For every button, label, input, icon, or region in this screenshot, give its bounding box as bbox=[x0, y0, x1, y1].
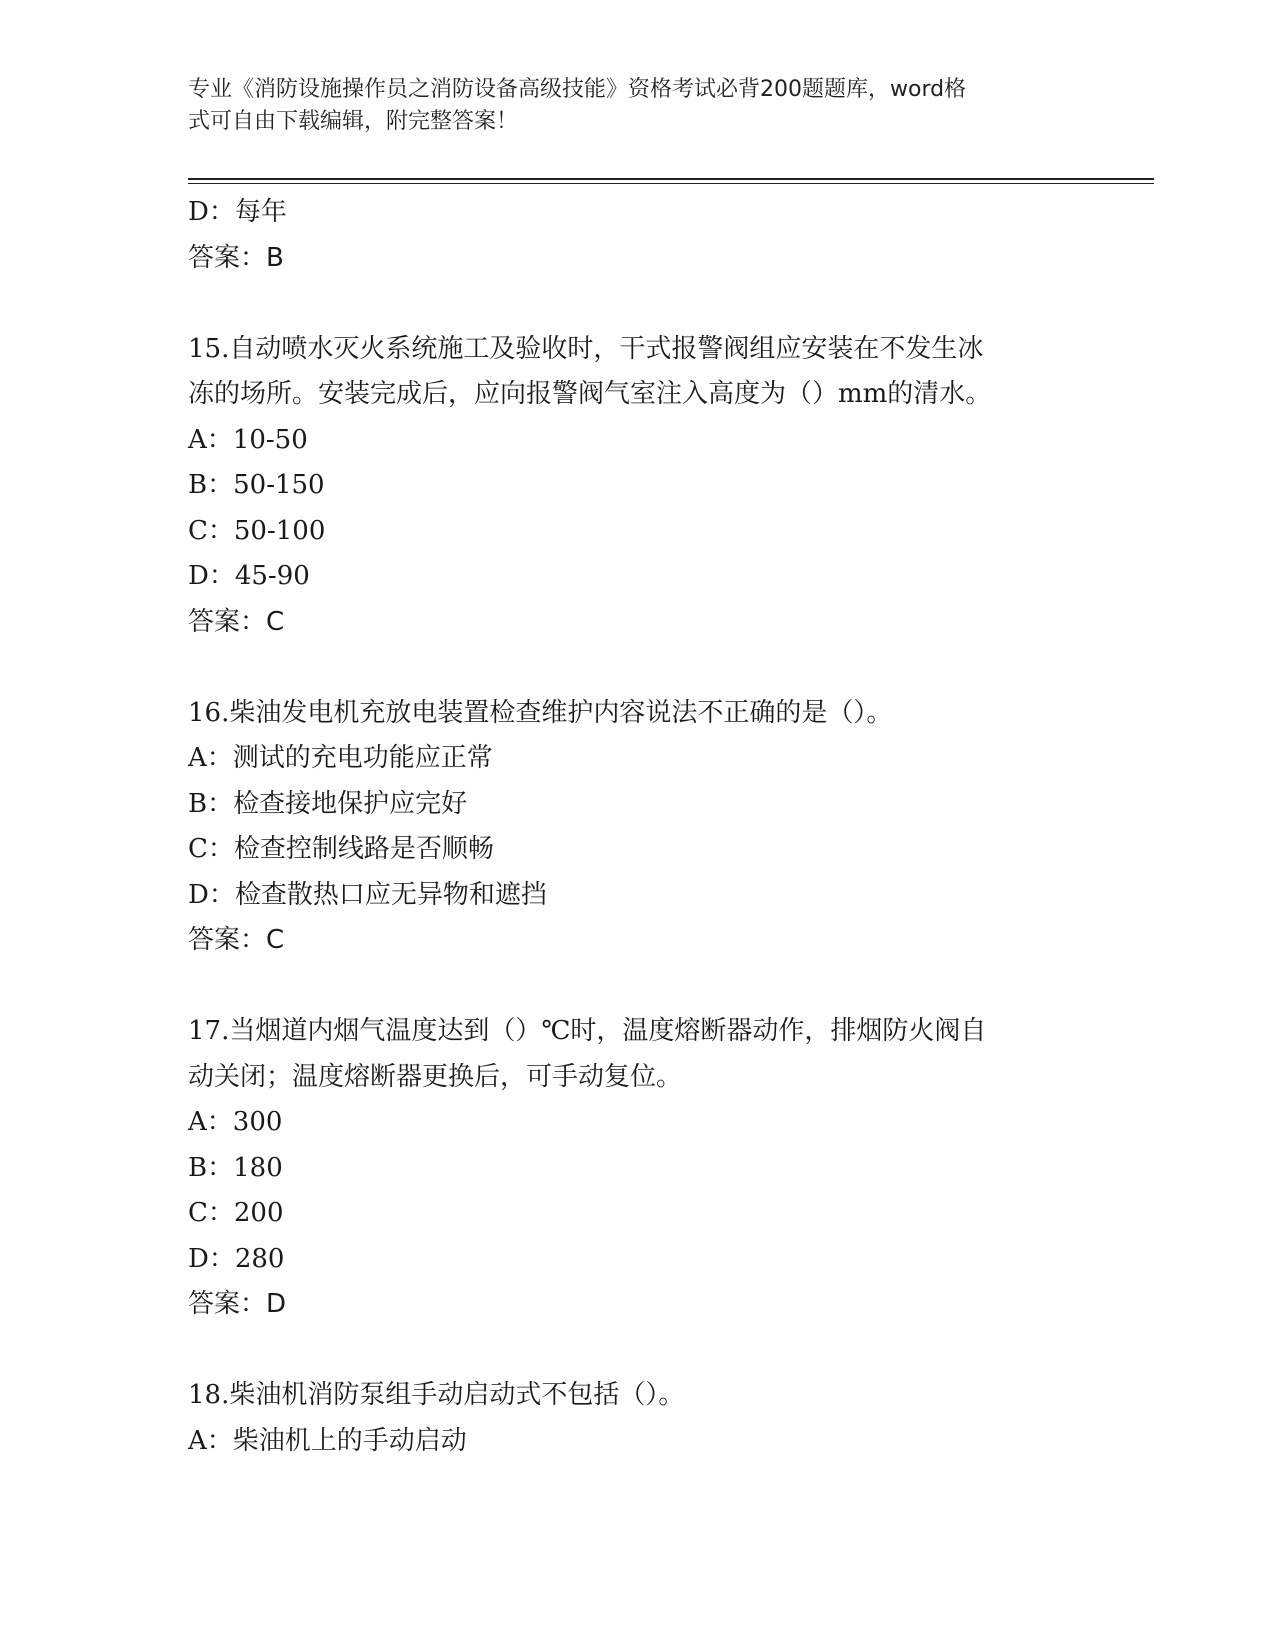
spacer bbox=[188, 1328, 1088, 1374]
header-line-2: 式可自由下载编辑，附完整答案！ bbox=[188, 109, 519, 134]
spacer bbox=[188, 281, 1088, 327]
option-c: C：50-100 bbox=[188, 515, 326, 546]
spacer bbox=[188, 645, 1088, 691]
question-18 bbox=[188, 1373, 1088, 1464]
option-a: A：10-50 bbox=[188, 424, 308, 455]
question-stem-line-1: 18.柴油机消防泵组手动启动式不包括（）。 bbox=[188, 1380, 685, 1410]
header-divider-thin bbox=[188, 183, 1154, 184]
option-c: C：检查控制线路是否顺畅 bbox=[188, 834, 494, 864]
question-stem-line-1: 17.当烟道内烟气温度达到（）℃时，温度熔断器动作，排烟防火阀自 bbox=[188, 1016, 987, 1046]
question-list bbox=[188, 190, 1088, 1464]
answer: 答案：D bbox=[188, 1289, 287, 1319]
answer: 答案：C bbox=[188, 606, 285, 637]
question-stem-line-1: 15.自动喷水灭火系统施工及验收时，干式报警阀组应安装在不发生冰 bbox=[188, 333, 984, 364]
spacer bbox=[188, 964, 1088, 1010]
answer: 答案：C bbox=[188, 925, 285, 955]
question-14-tail bbox=[188, 190, 1088, 281]
option-d: D：检查散热口应无异物和遮挡 bbox=[188, 879, 547, 910]
question-16 bbox=[188, 691, 1088, 964]
option-b: B：50-150 bbox=[188, 470, 325, 500]
header-line-1: 专业《消防设施操作员之消防设备高级技能》资格考试必背200题题库，word格 bbox=[188, 77, 967, 102]
question-17 bbox=[188, 1009, 1088, 1328]
option-b: B：检查接地保护应完好 bbox=[188, 788, 468, 819]
question-15 bbox=[188, 327, 1088, 646]
document-header bbox=[188, 74, 1088, 138]
option-d: D：280 bbox=[188, 1243, 285, 1274]
option-a: A：柴油机上的手动启动 bbox=[188, 1425, 467, 1456]
header-divider-thick bbox=[188, 178, 1154, 180]
answer: 答案：B bbox=[188, 242, 284, 273]
option-a: A：测试的充电功能应正常 bbox=[188, 743, 493, 773]
option-a: A：300 bbox=[188, 1107, 283, 1137]
question-stem-line-2: 动关闭；温度熔断器更换后，可手动复位。 bbox=[188, 1061, 683, 1092]
option-b: B：180 bbox=[188, 1152, 283, 1183]
question-stem-line-2: 冻的场所。安装完成后，应向报警阀气室注入高度为（）mm的清水。 bbox=[188, 379, 992, 409]
option-d: D：45-90 bbox=[188, 561, 310, 591]
option-c: C：200 bbox=[188, 1198, 284, 1228]
question-stem-line-1: 16.柴油发电机充放电装置检查维护内容说法不正确的是（）。 bbox=[188, 697, 893, 728]
option-d: D：每年 bbox=[188, 197, 287, 227]
